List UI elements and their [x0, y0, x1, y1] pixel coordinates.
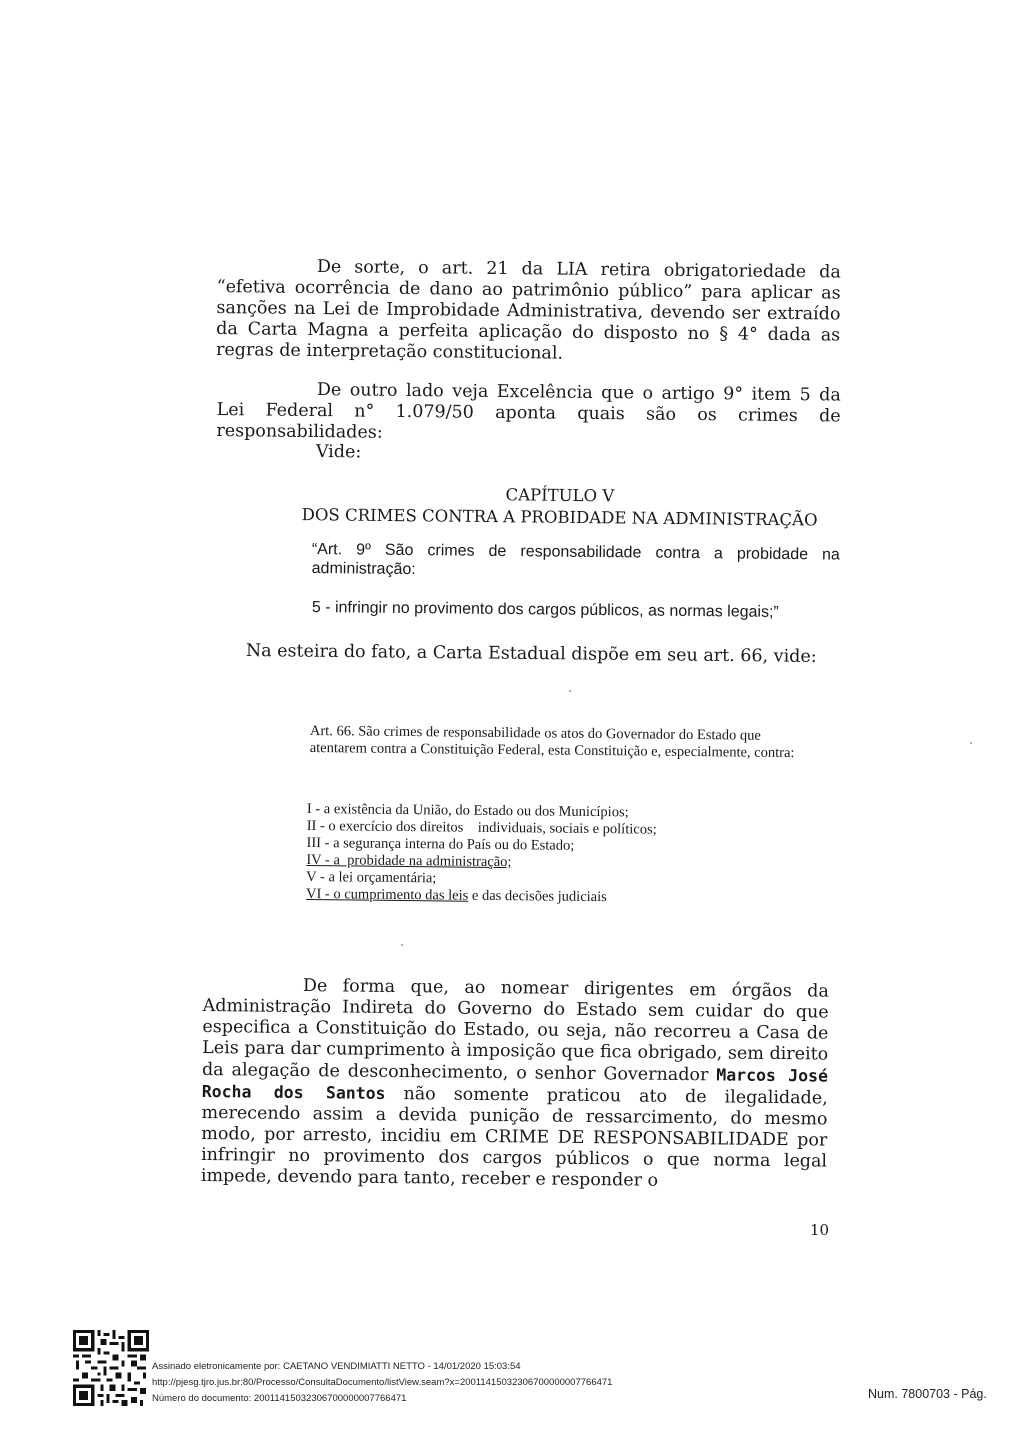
paragraph-lei-1079: De outro lado veja Excelência que o artigo 9° item 5 da Lei Federal n° 1.079/50 aponta quais são os crimes de responsabilidades:: [216, 380, 841, 443]
paragraph-carta-estadual: Na esteira do fato, a Carta Estadual dispõe em seu art. 66, vide:: [245, 641, 817, 667]
scan-speck: [401, 944, 403, 946]
conclusion-after-name: não somente praticou ato de ilegalidade, merecendo assim a devida punição de ressarcimento, do mesmo modo, por arresto, incidiu em CRIME DE RESPONSABILIDADE por infringir no provimento dos cargos públicos o que norma legal impede, devendo para tanto, receber e responder o: [200, 1083, 828, 1191]
signature-line: Assinado eletronicamente por: CAETANO VENDIMIATTI NETTO - 14/01/2020 15:03:54: [152, 1361, 521, 1372]
chapter-title: CAPÍTULO V: [505, 485, 615, 506]
art-66-item-vi-rest: e das decisões judiciais: [468, 887, 607, 906]
art-9-quote: “Art. 9º São crimes de responsabilidade contra a probidade na administração:: [311, 540, 840, 579]
art-66-item-iv: IV - a probidade na administração;: [306, 851, 512, 871]
document-url: http://pjesg.tjro.jus.br:80/Processo/ConsultaDocumento/listView.seam?x=20011415032306700000007766471: [152, 1377, 613, 1388]
page-number: 10: [810, 1221, 830, 1239]
art-66-item-v: V - a lei orçamentária;: [306, 868, 437, 887]
scan-speck: [970, 742, 972, 744]
paragraph-lia-article-21: De sorte, o art. 21 da LIA retira obrigatoriedade da “efetiva ocorrência de dano ao patrimônio público” para aplicar as sanções na Lei de Improbidade Administrativa, devendo ser extraído da Carta Magna a perfeita aplicação do disposto no § 4° dada as regras de interpretação constitucional.: [215, 257, 841, 364]
conclusion-before-name: De forma que, ao nomear dirigentes em órgãos da Administração Indireta do Governo do Estado sem cuidar do que especifica a Constituição do Estado, ou seja, não recorreu a Casa de Leis para dar cumprimento à imposição que fica obrigado, sem direito da alegação de desconhecimento, o senhor Governador: [201, 976, 829, 1086]
art-66-item-iii: III - a segurança interna do País ou do Estado;: [306, 834, 575, 854]
paragraph-conclusion: [201, 975, 829, 1194]
chapter-heading: [290, 482, 830, 532]
art-66-item-vi-underlined: VI - o cumprimento das leis: [305, 885, 469, 904]
governor-name: Marcos José Rocha dos Santos: [201, 1065, 829, 1103]
art-66-intro: Art. 66. São crimes de responsabilidade os atos do Governador do Estado que atentarem contra a Constituição Federal, esta Constituição e, especialmente, contra:: [309, 723, 795, 762]
art-9-item-5: 5 - infringir no provimento dos cargos públicos, as normas legais;”: [311, 598, 779, 621]
art-66-item-ii: II - o exercício dos direitos individuais, sociais e políticos;: [306, 817, 657, 838]
electronic-signature-footer: [152, 1359, 612, 1407]
scan-speck: [569, 690, 571, 692]
art-66-items: [306, 801, 807, 908]
vide-label: Vide:: [315, 442, 362, 463]
art-66-item-i: I - a existência da União, do Estado ou dos Municípios;: [306, 801, 629, 821]
qr-code: [73, 1330, 149, 1406]
document-num-page-ref: Num. 7800703 - Pág.: [868, 1387, 987, 1401]
chapter-subtitle: DOS CRIMES CONTRA A PROBIDADE NA ADMINISTRAÇÃO: [301, 505, 818, 530]
document-number: Número do documento: 20011415032306700000007766471: [152, 1393, 407, 1404]
